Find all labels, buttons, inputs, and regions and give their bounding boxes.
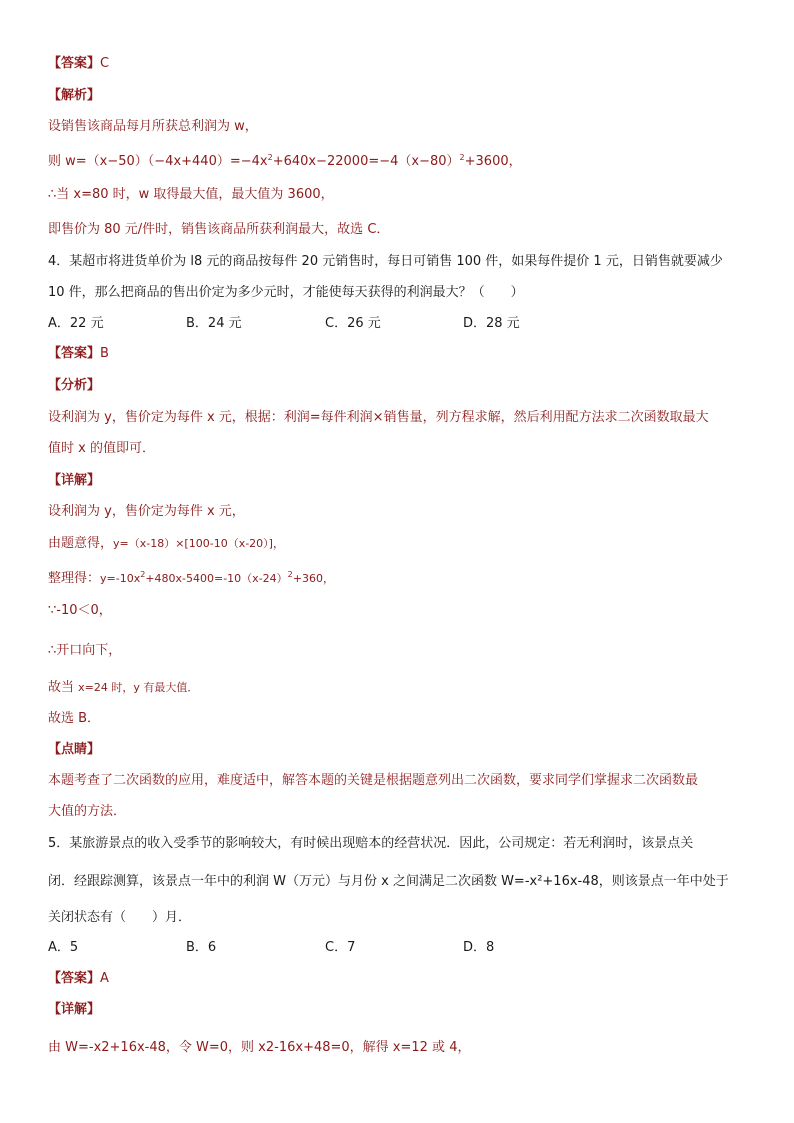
analysis-tag: 【解析】 — [48, 88, 101, 103]
q4-fenxi-line-2: 值时 x 的值即可． — [48, 441, 155, 456]
comment-tag: 【点睛】 — [48, 742, 101, 757]
q4-stem-line-2: 10 件，那么把商品的售出价定为多少元时，才能使每天获得的利润最大？（ ） — [48, 285, 524, 300]
q4-equation-part-2: +480x-5400=-10（x-24） — [145, 572, 288, 585]
q4-comment-tag — [48, 741, 100, 759]
q3-analysis-tag — [48, 87, 100, 105]
q4-fenxi-line-1: 设利润为 y，售价定为每件 x 元，根据：利润=每件利润×销售量，列方程求解，然后利用配方法求二次函数取最大 — [48, 410, 709, 425]
q3-formula-part-2: +640x−22000=−4（x−80） — [272, 154, 460, 169]
answer-value: C — [100, 56, 110, 71]
q5-answer-line — [48, 970, 109, 988]
superscript: 2 — [267, 153, 273, 162]
superscript: 2 — [459, 153, 465, 162]
q3-answer-line — [48, 55, 109, 73]
q4-answer-line — [48, 345, 109, 363]
answer-value: B — [100, 346, 109, 361]
q5-detail-tag — [48, 1001, 100, 1019]
q3-formula-part-3: +3600， — [464, 154, 522, 169]
q4-detail-line-5: ∴开口向下， — [48, 643, 122, 658]
q3-analysis-line-3: ∴当 x=80 时，w 取得最大值，最大值为 3600， — [48, 187, 334, 202]
q5-stem-line-3: 关闭状态有（ ）月． — [48, 910, 192, 925]
detail-tag: 【详解】 — [48, 1002, 101, 1017]
q5-stem-line-1: 5．某旅游景点的收入受季节的影响较大，有时候出现赔本的经营状况．因此，公司规定：若无利润时，该景点关 — [48, 836, 694, 851]
q4-detail-line-1: 设利润为 y，售价定为每件 x 元， — [48, 504, 245, 519]
q4-detail-line-3 — [48, 566, 334, 588]
q4-detail-line-2 — [48, 535, 284, 553]
q4-detail-prefix: 由题意得， — [48, 536, 114, 551]
q4-detail-prefix: 故当 — [48, 680, 79, 695]
q4-detail-tag — [48, 472, 100, 490]
q5-option-b: B．6 — [186, 940, 217, 955]
q4-equation: y=（x-18）×[100-10（x-20）]， — [113, 537, 284, 550]
q4-option-b: B．24 元 — [186, 316, 242, 331]
q4-equation-part-3: +360， — [292, 572, 334, 585]
q4-detail-line-6 — [48, 679, 198, 697]
detail-tag: 【详解】 — [48, 473, 101, 488]
q4-detail-line-7: 故选 B． — [48, 711, 101, 726]
superscript: 2 — [140, 570, 146, 579]
answer-tag: 【答案】 — [48, 971, 101, 986]
q3-analysis-line-2 — [48, 149, 522, 171]
fenxi-tag: 【分析】 — [48, 378, 101, 393]
q5-option-c: C．7 — [325, 940, 356, 955]
q4-stem-line-1: 4．某超市将进货单价为 l8 元的商品按每件 20 元销售时，每日可销售 100 件，如果每件提价 1 元，日销售就要减少 — [48, 254, 723, 269]
q4-option-d: D．28 元 — [463, 316, 520, 331]
q4-comment-line-2: 大值的方法． — [48, 804, 127, 819]
q4-detail-prefix: 整理得： — [48, 571, 101, 586]
superscript: 2 — [287, 570, 293, 579]
q5-option-d: D．8 — [463, 940, 495, 955]
q4-detail-text: x=24 时，y 有最大值． — [78, 681, 199, 694]
q3-formula-part-1: 则 w=（x−50）（−4x+440）=−4x — [48, 154, 268, 169]
q4-fenxi-tag — [48, 377, 100, 395]
q4-option-a: A．22 元 — [48, 316, 104, 331]
q4-detail-line-4: ∵-10＜0， — [48, 603, 112, 618]
q3-analysis-line-4: 即售价为 80 元/件时，销售该商品所获利润最大，故选 C． — [48, 222, 390, 237]
answer-value: A — [100, 971, 109, 986]
q5-stem-line-2: 闭．经跟踪测算，该景点一年中的利润 W（万元）与月份 x 之间满足二次函数 W=-x²+16x-48，则该景点一年中处于 — [48, 874, 729, 889]
q3-analysis-line-1: 设销售该商品每月所获总利润为 w， — [48, 119, 258, 134]
q4-equation-part-1: y=-10x — [100, 572, 141, 585]
q5-detail-line-1: 由 W=-x2+16x-48，令 W=0，则 x2-16x+48=0，解得 x=12 或 4， — [48, 1040, 471, 1055]
q5-option-a: A．5 — [48, 940, 79, 955]
answer-tag: 【答案】 — [48, 56, 101, 71]
q4-comment-line-1: 本题考查了二次函数的应用，难度适中，解答本题的关键是根据题意列出二次函数，要求同学们掌握求二次函数最 — [48, 773, 699, 788]
answer-tag: 【答案】 — [48, 346, 101, 361]
q4-option-c: C．26 元 — [325, 316, 381, 331]
